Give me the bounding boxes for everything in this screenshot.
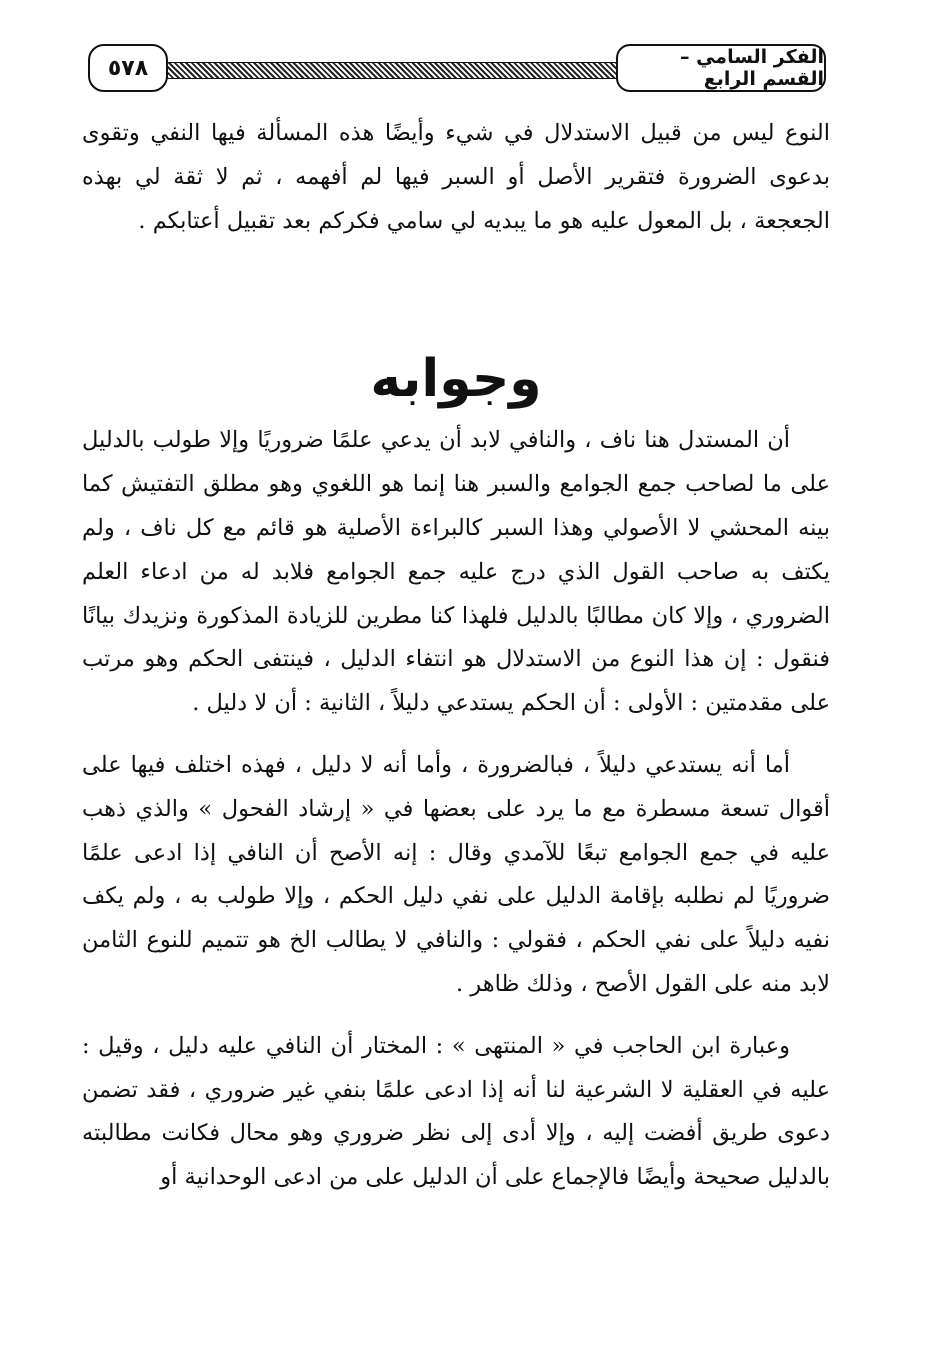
paragraph: أن المستدل هنا ناف ، والنافي لابد أن يدعي علمًا ضروريًا وإلا طولب بالدليل على ما لصاحب جمع الجوامع والسبر هنا إنما هو اللغوي وهو مطلق التفتيش كما بينه المحشي لا الأصولي وهذا السبر كالبراءة الأصلية هو قائم مع كل ناف ، ولم يكتف به صاحب القول الذي درج عليه جمع الجوامع فلابد له من ادعاء العلم الضروري ، وإلا كان مطالبًا بالدليل فلهذا كنا مطرين للزيادة المذكورة ونزيدك بيانًا فنقول : إن هذا النوع من الاستدلال هو انتفاء الدليل ، فينتفى الحكم وهو مرتب على مقدمتين : الأولى : أن الحكم يستدعي دليلاً ، الثانية : أن لا دليل . <box>82 427 830 717</box>
page-body <box>82 112 830 1200</box>
page-number: ٥٧٨ <box>88 44 168 92</box>
paragraph: أما أنه يستدعي دليلاً ، فبالضرورة ، وأما أنه لا دليل ، فهذه اختلف فيها على أقوال تسعة مسطرة مع ما يرد على بعضها في « إرشاد الفحول » والذي ذهب عليه في جمع الجوامع تبعًا للآمدي وقال : إنه الأصح أن النافي إذا ادعى علمًا ضروريًا لم نطلبه بإقامة الدليل على نفي دليل الحكم ، وإلا طولب به ، ولم يكف نفيه دليلاً على نفي الحكم ، فقولي : والنافي لا يطالب الخ هو تتميم للنوع الثامن لابد منه على القول الأصح ، وذلك ظاهر . <box>82 751 830 997</box>
running-title: الفكر السامي – القسم الرابع <box>616 44 826 92</box>
paragraph: وعبارة ابن الحاجب في « المنتهى » : المختار أن النافي عليه دليل ، وقيل : عليه في العقلية لا الشرعية لنا أنه إذا ادعى علمًا بنفي غير ضروري ، فقد تضمن دعوى طريق أفضت إليه ، وإلا أدى إلى نظر ضروري وهو محال فكانت مطالبته بالدليل صحيحة وأيضًا فالإجماع على أن الدليل على من ادعى الوحدانية أو <box>82 1032 830 1191</box>
paragraph-continued: النوع ليس من قبيل الاستدلال في شيء وأيضًا هذه المسألة فيها النفي وتقوى بدعوى الضرورة فتقرير الأصل أو السبر فيها لم أفهمه ، ثم لا ثقة لي بهذه الجعجعة ، بل المعول عليه هو ما يبديه لي سامي فكركم بعد تقبيل أعتابكم . <box>82 120 830 234</box>
section-spacer <box>82 243 830 339</box>
header-rule <box>166 62 648 79</box>
running-header <box>88 40 826 98</box>
section-heading: وجوابه <box>370 349 542 410</box>
